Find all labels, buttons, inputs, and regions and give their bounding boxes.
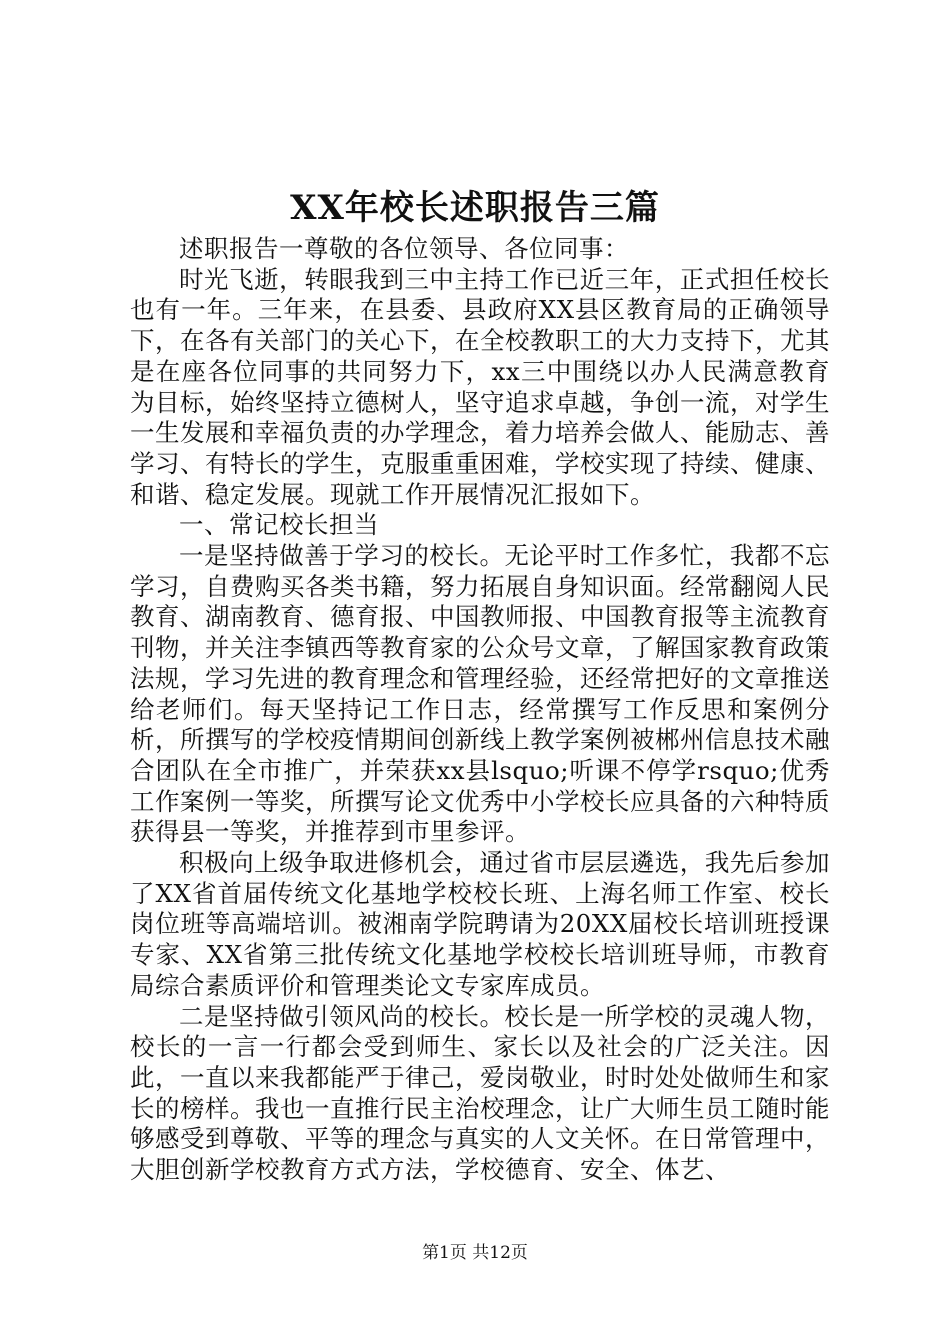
- salutation-paragraph: 述职报告一尊敬的各位领导、各位同事：: [179, 234, 629, 263]
- section-heading: 一、常记校长担当: [179, 510, 379, 540]
- page-number-footer: 第1页 共12页: [422, 1243, 528, 1263]
- document-body: [130, 234, 830, 1186]
- body-paragraph: 一是坚持做善于学习的校长。无论平时工作多忙，我都不忘学习，自费购买各类书籍，努力拓展自身知识面。经常翻阅人民教育、湖南教育、德育报、中国教师报、中国教育报等主流教育刊物，并关注李镇西等教育家的公众号文章，了解国家教育政策法规，学习先进的教育理念和管理经验，还经常把好的文章推送给老师们。每天坚持记工作日志，经常撰写工作反思和案例分析，所撰写的学校疫情期间创新线上教学案例被郴州信息技术融合团队在全市推广，并荣获xx县lsquo;听课不停学rsquo;优秀工作案例一等奖，所撰写论文优秀中小学校长应具备的六种特质获得县一等奖，并推荐到市里参评。: [130, 541, 830, 847]
- body-paragraph: 二是坚持做引领风尚的校长。校长是一所学校的灵魂人物，校长的一言一行都会受到师生、家长以及社会的广泛关注。因此，一直以来我都能严于律己，爱岗敬业，时时处处做师生和家长的榜样。我也一直推行民主治校理念，让广大师生员工随时能够感受到尊敬、平等的理念与真实的人文关怀。在日常管理中，大胆创新学校教育方式方法，学校德育、安全、体艺、: [130, 1001, 830, 1185]
- body-paragraph: 积极向上级争取进修机会，通过省市层层遴选，我先后参加了XX省首届传统文化基地学校校长班、上海名师工作室、校长岗位班等高端培训。被湘南学院聘请为20XX届校长培训班授课专家、XX省第三批传统文化基地学校校长培训班导师，市教育局综合素质评价和管理类论文专家库成员。: [130, 848, 830, 1000]
- intro-paragraph: 时光飞逝，转眼我到三中主持工作已近三年，正式担任校长也有一年。三年来，在县委、县政府XX县区教育局的正确领导下，在各有关部门的关心下，在全校教职工的大力支持下，尤其是在座各位同事的共同努力下，xx三中围绕以办人民满意教育为目标，始终坚持立德树人，坚守追求卓越，争创一流，对学生一生发展和幸福负责的办学理念，着力培养会做人、能励志、善学习、有特长的学生，克服重重困难，学校实现了持续、健康、和谐、稳定发展。现就工作开展情况汇报如下。: [130, 264, 830, 509]
- document-title: XX年校长述职报告三篇: [290, 188, 660, 228]
